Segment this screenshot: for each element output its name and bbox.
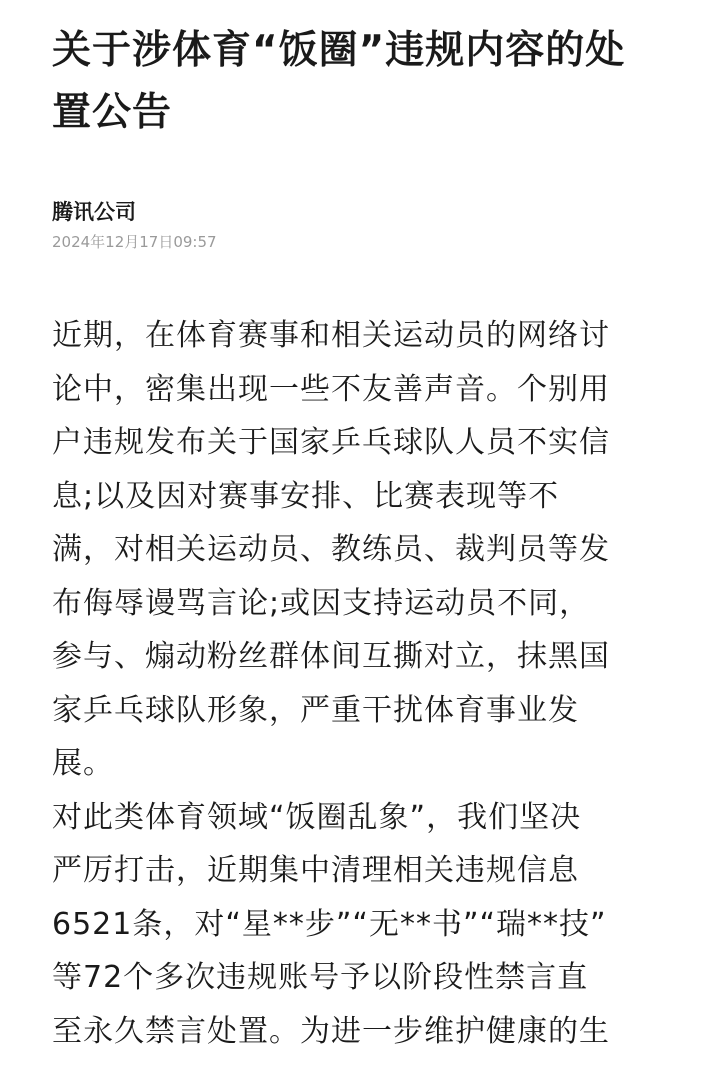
text-line: 家乒乓球队形象，严重干扰体育事业发 [52,692,579,728]
text-line: 展。 [52,746,114,781]
title-line: 关于涉体育“饭圈”违规内容的处 [52,28,626,73]
text-line: 等72个多次违规账号予以阶段性禁言直 [52,960,589,995]
text-line: 满，对相关运动员、教练员、裁判员等发 [52,532,610,567]
text-line: 至永久禁言处置。为进一步维护健康的生 [52,1013,610,1049]
text-line: 对此类体育领域“饭圈乱象”，我们坚决 [52,799,582,835]
text-line: 近期，在体育赛事和相关运动员的网络讨 [52,318,610,353]
text-line: 参与、煽动粉丝群体间互撕对立，抹黑国 [52,639,610,674]
text-line: 布侮辱谩骂言论;或因支持运动员不同， [52,585,591,621]
article-author[interactable]: 腾讯公司 [52,200,136,224]
article-content [52,309,676,1058]
article-date: 2024年12月17日09:57 [52,233,217,251]
text-line: 论中，密集出现一些不友善声音。个别用 [52,371,610,407]
text-line: 户违规发布关于国家乒乓球队人员不实信 [52,425,610,460]
text-line: 严厉打击，近期集中清理相关违规信息 [52,853,579,888]
title-line: 置公告 [52,90,173,135]
text-line: 6521条，对“星**步”“无**书”“瑞**技” [52,906,607,942]
paragraph-1 [52,309,676,791]
text-line: 息;以及因对赛事安排、比赛表现等不 [52,478,560,514]
article-title [52,20,652,144]
paragraph-2 [52,791,676,1059]
